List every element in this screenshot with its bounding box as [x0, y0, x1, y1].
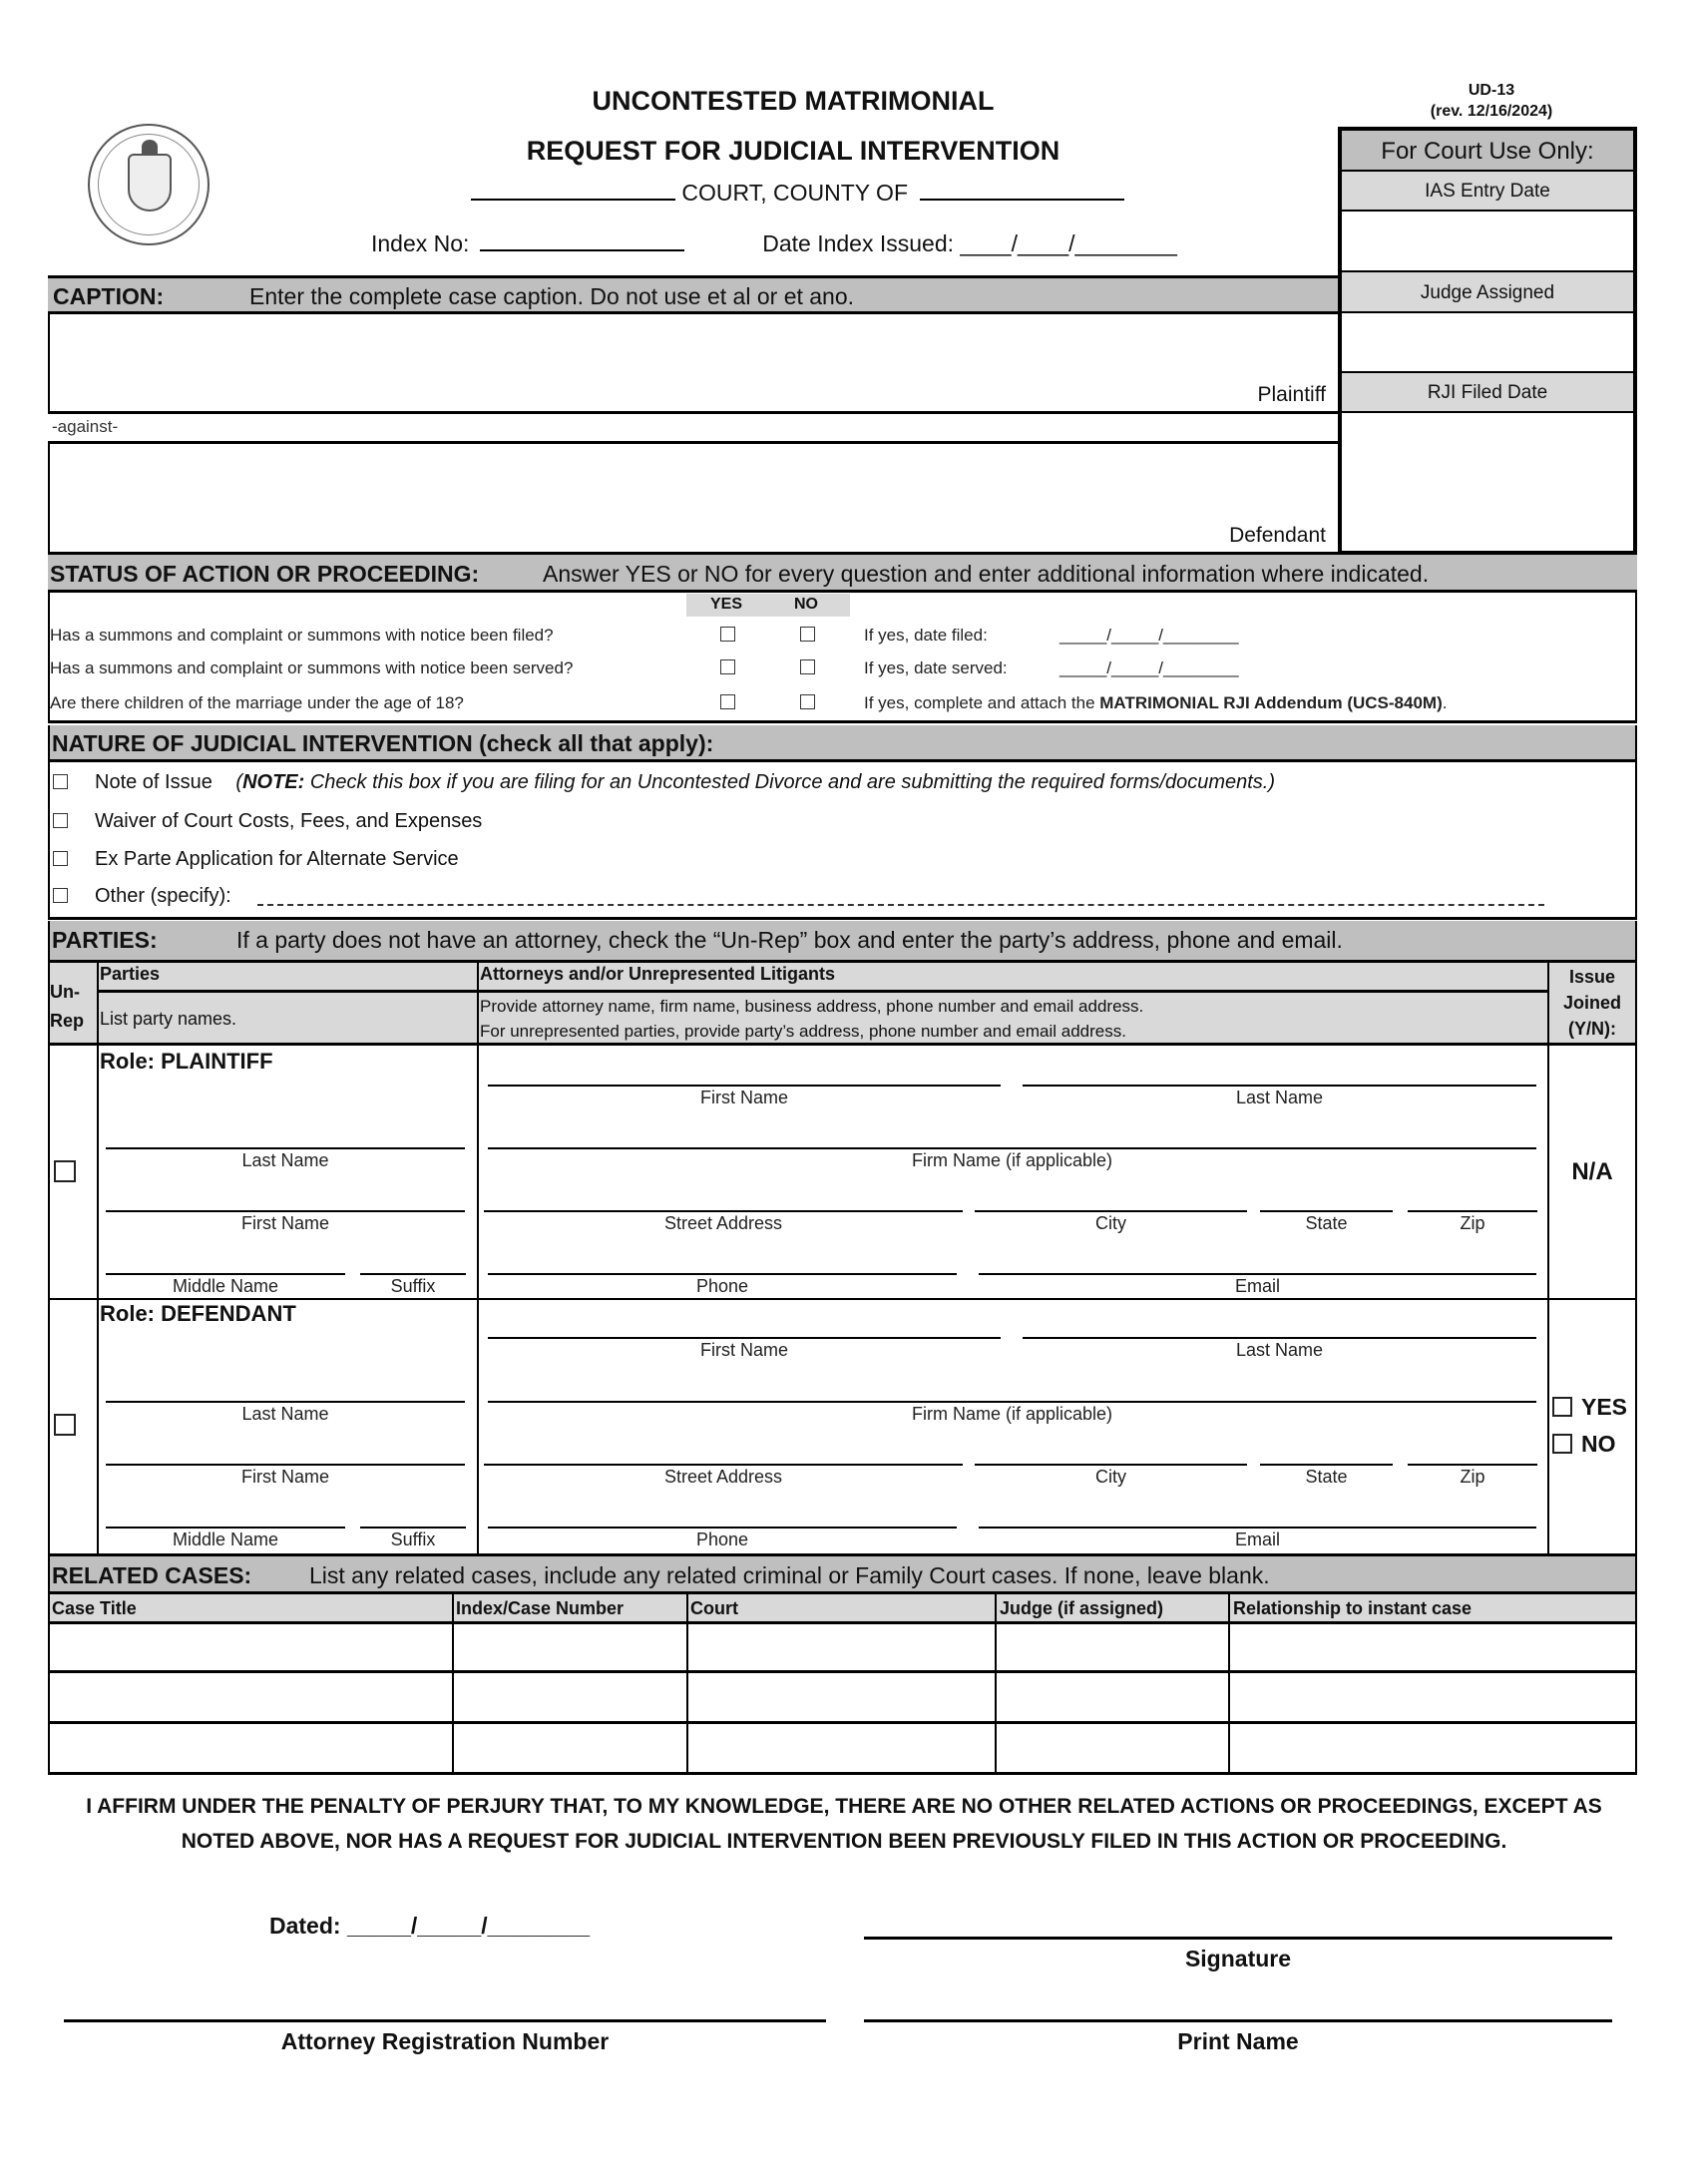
court-use-title: For Court Use Only:	[1342, 131, 1633, 172]
nature-bar	[48, 725, 1637, 762]
related-col-judge: Judge (if assigned)	[1000, 1598, 1164, 1618]
related-table-body	[48, 1624, 1637, 1775]
other-specify-field[interactable]	[257, 904, 1544, 906]
defendant-suffix-field[interactable]	[360, 1527, 466, 1529]
attorney-registration-field[interactable]	[64, 2019, 826, 2022]
related-row-2[interactable]	[50, 1673, 1635, 1724]
plaintiff-firm-name-field[interactable]	[488, 1147, 1536, 1149]
parties-heading: PARTIES:	[52, 927, 158, 953]
waiver-label: Waiver of Court Costs, Fees, and Expenses	[95, 810, 483, 832]
no-header: NO	[794, 596, 818, 613]
served-yes-checkbox[interactable]	[720, 659, 735, 674]
plaintiff-zip-field[interactable]	[1408, 1210, 1537, 1212]
plaintiff-last-name-field[interactable]	[106, 1147, 465, 1149]
filed-yes-checkbox[interactable]	[720, 627, 735, 642]
children-yes-checkbox[interactable]	[720, 694, 735, 709]
form-number: UD-13	[1468, 82, 1515, 99]
nature-heading: NATURE OF JUDICIAL INTERVENTION	[52, 730, 473, 756]
defendant-unrep-checkbox[interactable]	[54, 1414, 76, 1436]
note-of-issue-item: Note of Issue (NOTE: Check this box if you are filing for an Uncontested Divorce and are submitting the required forms/documents.)	[95, 771, 1275, 793]
related-col-court: Court	[690, 1598, 738, 1618]
defendant-middle-name-field[interactable]	[106, 1527, 345, 1529]
children-no-checkbox[interactable]	[800, 694, 815, 709]
defendant-state-field[interactable]	[1260, 1464, 1393, 1466]
plaintiff-first-name-field[interactable]	[106, 1210, 465, 1212]
date-served-field[interactable]: _____/_____/________	[1059, 658, 1239, 677]
filed-followup: If yes, date filed:	[864, 626, 988, 645]
related-col-relationship: Relationship to instant case	[1233, 1598, 1473, 1618]
plaintiff-role: Role: PLAINTIFF	[100, 1049, 273, 1074]
plaintiff-suffix-field[interactable]	[360, 1273, 466, 1275]
col-parties-sub: List party names.	[100, 1009, 237, 1029]
served-followup: If yes, date served:	[864, 658, 1008, 677]
index-no-field[interactable]	[480, 228, 684, 251]
col-issue-joined-header: Issue Joined (Y/N):	[1562, 967, 1621, 1039]
court-use-box	[1338, 127, 1637, 555]
court-name-field[interactable]	[471, 178, 675, 201]
form-revision: (rev. 12/16/2024)	[1430, 103, 1553, 120]
plaintiff-issue-joined: N/A	[1571, 1158, 1613, 1185]
defendant-street-field[interactable]	[484, 1464, 963, 1466]
related-col-index: Index/Case Number	[456, 1598, 625, 1618]
plaintiff-caption-field[interactable]	[48, 314, 1338, 414]
nature-heading-suffix: (check all that apply):	[479, 730, 714, 756]
affirmation-line1: I AFFIRM UNDER THE PENALTY OF PERJURY THAT, TO MY KNOWLEDGE, THERE ARE NO OTHER RELATED ACTIONS OR PROCEEDINGS, EXCEPT AS	[86, 1795, 1602, 1818]
related-bar	[48, 1553, 1637, 1594]
waiver-checkbox[interactable]	[53, 813, 68, 828]
served-no-checkbox[interactable]	[800, 659, 815, 674]
col-attorneys-sub2: For unrepresented parties, provide party’s address, phone number and email address.	[480, 1022, 1126, 1041]
plaintiff-email-field[interactable]	[979, 1273, 1536, 1275]
ias-entry-date-field[interactable]	[1342, 212, 1633, 272]
defendant-email-field[interactable]	[979, 1527, 1536, 1529]
issue-joined-yes-label: YES	[1581, 1394, 1628, 1420]
ex-parte-checkbox[interactable]	[53, 851, 68, 866]
print-name-label: Print Name	[1177, 2028, 1299, 2054]
col-attorneys-sub1: Provide attorney name, firm name, business address, phone number and email address.	[480, 997, 1144, 1016]
rji-filed-date-field[interactable]	[1342, 413, 1633, 543]
defendant-zip-field[interactable]	[1408, 1464, 1537, 1466]
children-followup: If yes, complete and attach the MATRIMONIAL RJI Addendum (UCS-840M).	[864, 693, 1448, 712]
yes-header: YES	[710, 596, 743, 613]
court-seal	[88, 124, 210, 245]
affirmation-line2: NOTED ABOVE, NOR HAS A REQUEST FOR JUDICIAL INTERVENTION BEEN PREVIOUSLY FILED IN THIS ACTION OR PROCEEDING.	[181, 1830, 1507, 1853]
defendant-firm-name-field[interactable]	[488, 1401, 1536, 1403]
related-row-1[interactable]	[50, 1624, 1635, 1673]
against-label: -against-	[52, 417, 119, 436]
defendant-first-name-field[interactable]	[106, 1464, 465, 1466]
caption-instructions: Enter the complete case caption. Do not use et al or et ano.	[249, 283, 855, 309]
plaintiff-middle-name-field[interactable]	[106, 1273, 345, 1275]
related-header-row	[48, 1594, 1637, 1624]
status-question-served: Has a summons and complaint or summons with notice been served?	[50, 658, 574, 677]
defendant-label: Defendant	[1229, 524, 1326, 547]
defendant-role: Role: DEFENDANT	[100, 1301, 296, 1326]
status-question-children: Are there children of the marriage under the age of 18?	[50, 693, 464, 712]
defendant-atty-first-name-field[interactable]	[488, 1337, 1001, 1339]
plaintiff-unrep-checkbox[interactable]	[54, 1160, 76, 1182]
plaintiff-label: Plaintiff	[1257, 383, 1326, 406]
related-heading: RELATED CASES:	[52, 1562, 252, 1588]
caption-heading: CAPTION:	[53, 283, 165, 309]
dated-field[interactable]: _____/_____/________	[346, 1913, 590, 1939]
col-parties-header: Parties	[100, 964, 161, 984]
judge-assigned-field[interactable]	[1342, 313, 1633, 373]
plaintiff-phone-field[interactable]	[488, 1273, 957, 1275]
defendant-city-field[interactable]	[975, 1464, 1247, 1466]
signature-label: Signature	[1184, 1946, 1292, 1971]
related-row-3[interactable]	[50, 1724, 1635, 1772]
addendum-reference: MATRIMONIAL RJI Addendum (UCS-840M)	[1099, 693, 1443, 712]
other-checkbox[interactable]	[53, 888, 68, 903]
issue-joined-yes-checkbox[interactable]	[1552, 1397, 1572, 1417]
related-instructions: List any related cases, include any related criminal or Family Court cases. If none, leave blank.	[309, 1562, 1270, 1588]
status-heading: STATUS OF ACTION OR PROCEEDING:	[50, 561, 480, 587]
filed-no-checkbox[interactable]	[800, 627, 815, 642]
plaintiff-city-field[interactable]	[975, 1210, 1247, 1212]
attorney-registration-label: Attorney Registration Number	[280, 2028, 610, 2054]
ex-parte-label: Ex Parte Application for Alternate Service	[95, 848, 459, 870]
rji-filed-date-label: RJI Filed Date	[1342, 373, 1633, 413]
status-question-filed: Has a summons and complaint or summons with notice been filed?	[50, 626, 554, 645]
signature-field[interactable]	[864, 1937, 1612, 1940]
plaintiff-atty-first-name-field[interactable]	[488, 1085, 1001, 1087]
plaintiff-street-field[interactable]	[484, 1210, 963, 1212]
yes-no-header	[686, 594, 850, 617]
form-title-line1: UNCONTESTED MATRIMONIAL	[592, 86, 995, 116]
note-of-issue-checkbox[interactable]	[53, 774, 68, 789]
related-col-case-title: Case Title	[52, 1598, 137, 1618]
judge-assigned-label: Judge Assigned	[1342, 272, 1633, 313]
other-label: Other (specify):	[95, 885, 231, 907]
issue-joined-no-label: NO	[1581, 1431, 1616, 1457]
defendant-phone-field[interactable]	[488, 1527, 957, 1529]
form-title-line2: REQUEST FOR JUDICIAL INTERVENTION	[526, 136, 1060, 166]
ias-entry-date-label: IAS Entry Date	[1342, 172, 1633, 212]
caption-bar	[48, 275, 1338, 314]
plaintiff-atty-last-name-field[interactable]	[1023, 1085, 1536, 1087]
dated-line: Dated: _____/_____/________	[269, 1913, 590, 1939]
date-index-issued-field[interactable]: ____/____/________	[960, 230, 1177, 256]
index-line: Index No: Date Index Issued: ____/____/________	[371, 230, 1177, 256]
county-field[interactable]	[920, 178, 1124, 201]
defendant-caption-field[interactable]	[48, 441, 1338, 552]
status-instructions: Answer YES or NO for every question and enter additional information where indicated.	[543, 561, 1430, 587]
parties-bar	[48, 921, 1637, 960]
issue-joined-no-checkbox[interactable]	[1552, 1434, 1572, 1454]
col-unrep-header: Un-Rep	[50, 982, 85, 1031]
parties-instructions: If a party does not have an attorney, check the “Un-Rep” box and enter the party’s address, phone and email.	[236, 927, 1343, 953]
plaintiff-state-field[interactable]	[1260, 1210, 1393, 1212]
court-county-line: COURT, COUNTY OF	[471, 178, 1189, 207]
col-attorneys-header: Attorneys and/or Unrepresented Litigants	[480, 964, 836, 984]
defendant-last-name-field[interactable]	[106, 1401, 465, 1403]
print-name-field[interactable]	[864, 2019, 1612, 2022]
defendant-atty-last-name-field[interactable]	[1023, 1337, 1536, 1339]
date-filed-field[interactable]: _____/_____/________	[1059, 626, 1239, 645]
status-bar	[48, 552, 1637, 593]
